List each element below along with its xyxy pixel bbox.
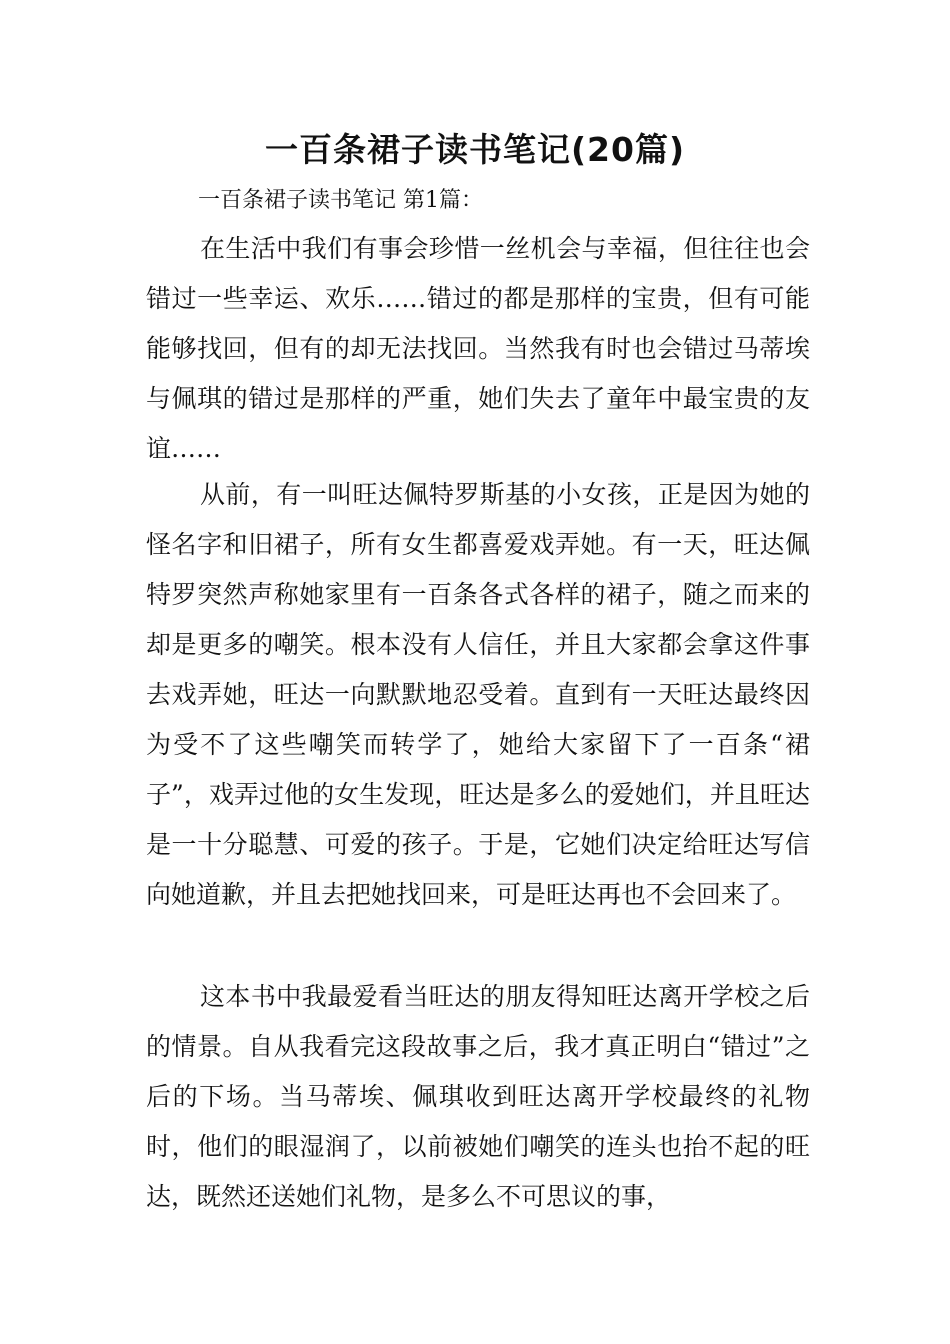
chapter-heading: 一百条裙子读书笔记 第1篇： [198, 188, 483, 213]
document-title: 一百条裙子读书笔记(20篇) [264, 130, 686, 169]
paragraph-3: 这本书中我最爱看当旺达的朋友得知旺达离开学校之后的情景。自从我看完这段故事之后，我才真正明白“错过”之后的下场。当马蒂埃、佩琪收到旺达离开学校最终的礼物时，他们的眼湿润了，以前被她们嘲笑的连头也抬不起的旺达，既然还送她们礼物，是多么不可思议的事， [146, 982, 810, 1211]
paragraph-2: 从前，有一叫旺达佩特罗斯基的小女孩，正是因为她的怪名字和旧裙子，所有女生都喜爱戏弄她。有一天，旺达佩特罗突然声称她家里有一百条各式各样的裙子，随之而来的却是更多的嘲笑。根本没有人信任，并且大家都会拿这件事去戏弄她，旺达一向默默地忍受着。直到有一天旺达最终因为受不了这些嘲笑而转学了，她给大家留下了一百条“裙子”，戏弄过他的女生发现，旺达是多么的爱她们，并且旺达是一十分聪慧、可爱的孩子。于是，它她们决定给旺达写信向她道歉，并且去把她找回来，可是旺达再也不会回来了。 [146, 480, 810, 909]
paragraph-1: 在生活中我们有事会珍惜一丝机会与幸福，但往往也会错过一些幸运、欢乐……错过的都是那样的宝贵，但有可能能够找回，但有的却无法找回。当然我有时也会错过马蒂埃与佩琪的错过是那样的严重，她们失去了童年中最宝贵的友谊…… [146, 234, 810, 463]
